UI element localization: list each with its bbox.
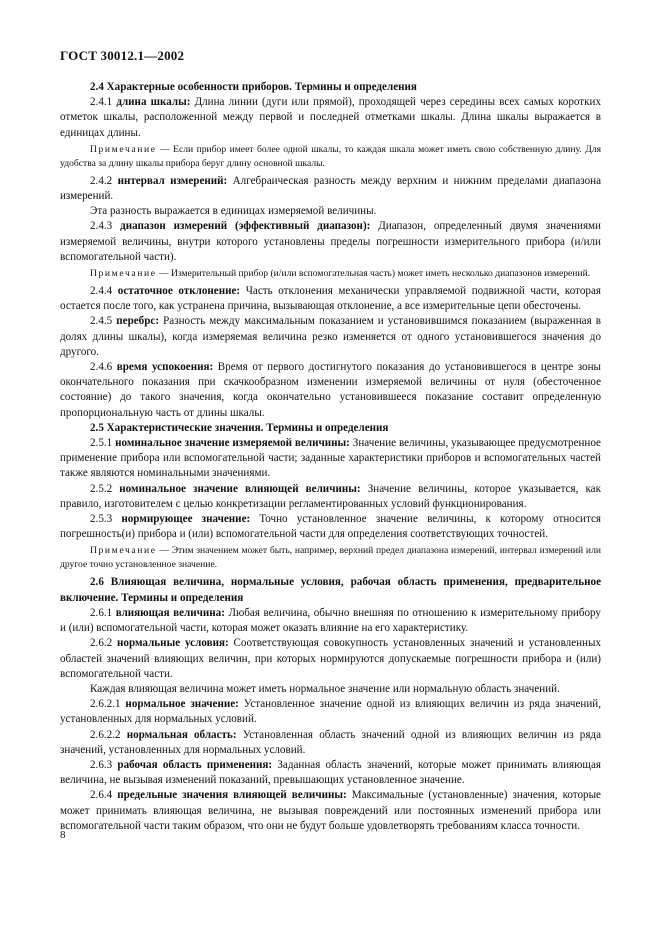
definition-paragraph [60,788,601,834]
definition-text: Максимальные (установленные) значения, которые может принимать влияющая величина, не вызывая повреждений или постоянных изменений прибора или вспомогательной части таким образом, что они не будут больше удовлетворять требованиям класса точности. [60,789,601,832]
document-body [60,80,601,834]
section-title: Характерные особенности приборов. Термины и определения [106,81,417,93]
definition-text: Длина линии (дуги или прямой), проходящей через середины всех самых коротких отметок шкалы, расположенной между первой и последней отметками шкалы. Длина шкалы выражается в единицах длины. [60,96,602,139]
definition-text: Установленная область значений одной из влияющих величин из ряда значений, установленных для нормальных условий. [60,728,602,756]
term: номинальное значение измеряемой величины: [115,437,350,450]
term: нормальные условия: [117,637,229,650]
clause-number: 2.6.2.1 [90,698,121,711]
definition-text: Время от первого достигнутого показания до установившегося в центре зоны окончательного показания при скачкообразном изменении измеряемой величины от нуля (обесточенное состояние) до такого значения, когда окончательно установившееся показание составит определенную пропорциональную часть от длины шкалы. [60,361,601,419]
definition-text: Диапазон, определенный двумя значениями измеряемой величины, внутри которого установлены пределы погрешности измерительного прибора (и/или вспомогательной части). [60,220,601,263]
note-label: Примечание [90,143,157,155]
definition-paragraph [60,482,601,512]
document-header: ГОСТ 30012.1—2002 [60,48,185,63]
page-number: 8 [60,829,66,841]
definition-paragraph [60,636,601,682]
definition-paragraph [60,284,601,314]
term: время успокоения: [116,361,214,374]
note-text: — Измерительный прибор (и/или вспомогательная часть) может иметь несколько диапазонов измерений. [158,268,591,280]
definition-paragraph [60,728,601,758]
definition-paragraph [60,95,601,141]
note-paragraph [60,143,601,171]
section-heading [60,80,601,95]
clause-number: 2.4.5 [90,315,113,328]
definition-paragraph [60,758,601,788]
definition-paragraph [60,436,601,482]
clause-number: 2.6.3 [90,758,113,771]
clause-number: 2.6.2 [90,637,113,650]
term: рабочая область применения: [117,758,273,771]
section-number: 2.4 [90,81,104,93]
section-heading [60,575,601,605]
definition-paragraph [60,606,601,636]
definition-text: Алгебраическая разность между верхним и нижним пределами диапазона измерений. [60,174,601,203]
clause-number: 2.5.3 [90,513,113,526]
term: номинальное значение влияющей величины: [119,482,361,495]
term: интервал измерений: [117,174,228,187]
definition-text: Установленное значение одной из влияющих величин из ряда значений, установленных для нормальных условий. [60,698,602,726]
note-text: — Этим значением может быть, например, верхний предел диапазона измерений, интервал измерений или другое точно установленное значение. [60,545,601,571]
clause-number: 2.6.4 [90,789,113,802]
section-title: Влияющая величина, нормальные условия, рабочая область применения, предварительное включение. Термины и определения [60,576,601,604]
term: перебрс: [116,315,160,328]
term: влияющая величина: [115,606,225,619]
definition-text: Часть отклонения механически управляемой подвижной части, которая остается после того, как устранена причина, вызывающая отклонение, а все измерительные цепи обесточены. [60,285,601,313]
definition-paragraph [60,314,601,360]
body-paragraph [60,204,601,219]
note-text: — Если прибор имеет более одной шкалы, то каждая шкала может иметь свою собственную длину. Для удобства за длину шкалы прибора беруг длину основной шкалы. [60,143,601,169]
clause-number: 2.5.2 [90,482,113,495]
definition-paragraph [60,697,601,727]
definition-paragraph [60,174,601,204]
definition-paragraph [60,219,601,265]
paragraph-text: Эта разность выражается в единицах измеряемой величины. [90,205,377,218]
clause-number: 2.5.1 [90,437,113,450]
body-paragraph [60,682,601,697]
note-label: Примечание [90,545,157,557]
clause-number: 2.6.1 [90,606,113,619]
clause-number: 2.6.2.2 [90,728,121,741]
term: нормальное значение: [125,698,239,711]
term: предельные значения влияющей величины: [117,789,347,802]
definition-paragraph [60,360,601,421]
definition-text: Значение величины, указывающее предусмотренное применение прибора или вспомогательной части; заданные характеристики приборов и вспомогательных частей также являются номинальными значениями. [60,437,601,480]
section-title: Характеристические значения. Термины и определения [106,421,389,434]
term: длина шкалы: [116,96,191,109]
definition-paragraph [60,512,601,542]
section-number: 2.5 [90,421,104,434]
note-paragraph [60,267,601,281]
term: остаточное отклонение: [117,285,241,298]
definition-text: Значение величины, которое указывается, как правило, изготовителем с целью конкретизации регламентированных условий функционирования. [60,482,601,510]
clause-number: 2.4.3 [90,220,113,233]
note-paragraph [60,544,601,572]
clause-number: 2.4.6 [90,361,113,374]
paragraph-text: Каждая влияющая величина может иметь нормальное значение или нормальную область значений. [90,682,560,695]
term: нормальная область: [126,728,237,741]
section-number: 2.6 [90,576,104,589]
clause-number: 2.4.2 [90,174,113,187]
definition-text: Любая величина, обычно внешняя по отношению к измерительному прибору и (или) вспомогательной части, которая может оказать влияние на его характеристику. [60,606,601,635]
term: диапазон измерений (эффективный диапазон): [120,220,371,233]
term: нормирующее значение: [121,513,251,526]
definition-text: Заданная область значений, которые может принимать влияющая величина, не вызывая изменений показаний, превышающих установленное значение. [60,758,601,787]
definition-text: Разность между максимальным показанием и установившимся показанием (выраженная в долях длины шкалы), когда измеряемая величина резко изменяется от одного установившегося значения до другого. [60,315,601,358]
definition-text: Точно установленное значение величины, к которому относится погрешность(и) прибора и (или) вспомогательной части для определения соответствующих точностей. [60,513,601,541]
clause-number: 2.4.4 [90,285,113,298]
section-heading [60,421,601,436]
note-label: Примечание [90,268,157,280]
clause-number: 2.4.1 [90,96,113,109]
definition-text: Соответствующая совокупность установленных значений и установленных областей значений влияющих величин, при которых нормируются допускаемые погрешности прибора и (или) вспомогательной части. [60,637,601,680]
